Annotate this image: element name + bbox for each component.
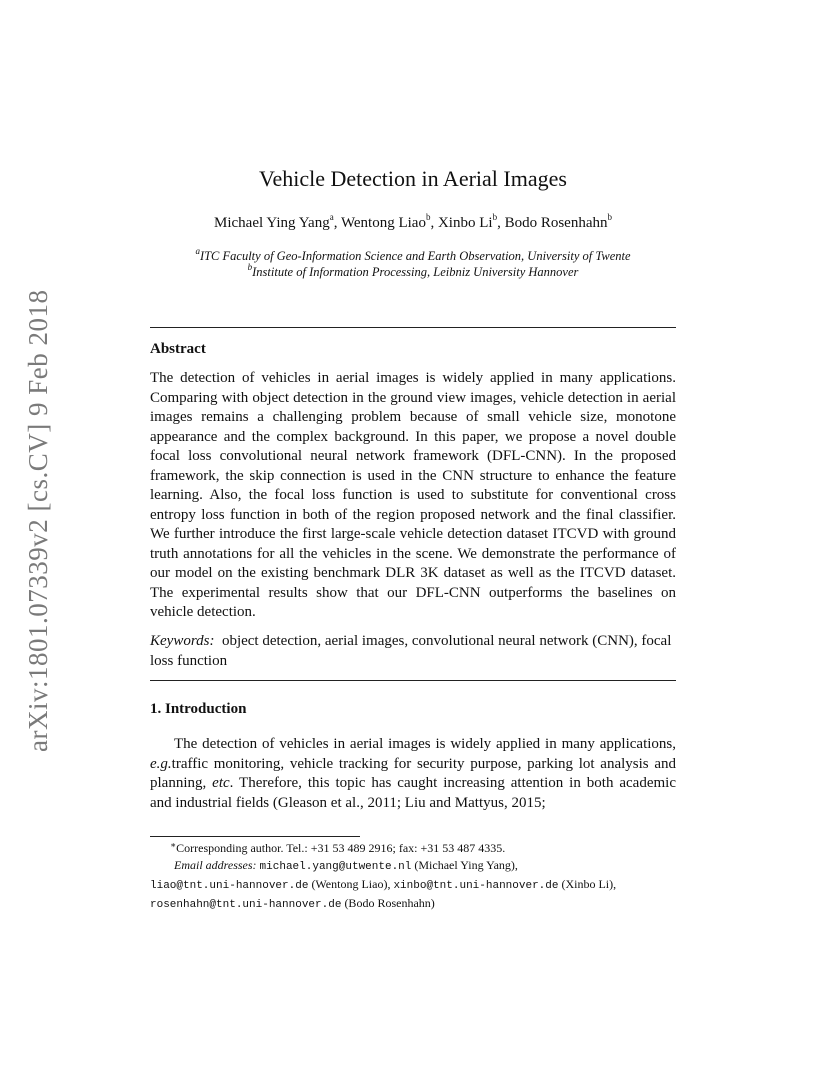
intro-eg: e.g. (150, 755, 172, 772)
author-affil-mark: b (492, 212, 498, 222)
author-affil-mark: a (329, 212, 334, 222)
arxiv-identifier: arXiv:1801.07339v2 [cs.CV] 9 Feb 2018 (23, 289, 53, 752)
email-label: Email addresses: (174, 858, 257, 872)
abstract-text: The detection of vehicles in aerial images is widely applied in many applications. Comparing with object detection in the ground view images, vehicle detection in aerial images remains a challenging problem because of small vehicle size, monotone appearance and the complex background. In this paper, we propose a novel double focal loss convolutional neural network framework (DFL-CNN). In the proposed framework, the skip connection is used in the CNN structure to enhance the feature learning. Also, the focal loss function is used to substitute for conventional cross entropy loss function in both of the region proposed network and the final classifier. We further introduce the first large-scale vehicle detection dataset ITCVD with ground truth annotations for all the vehicles in the scene. We demonstrate the performance of our model on the existing benchmark DLR 3K dataset as well as the ITCVD dataset. The experimental results show that our DFL-CNN outperforms the baselines on vehicle detection. (150, 370, 676, 620)
author-separator: , (430, 215, 438, 231)
keywords (150, 632, 676, 671)
intro-paragraph (150, 735, 676, 813)
email-link[interactable]: liao@tnt.uni-hannover.de (150, 880, 309, 892)
abstract-top-rule (150, 327, 676, 328)
email-link[interactable]: michael.yang@utwente.nl (259, 861, 412, 873)
email-link[interactable]: xinbo@tnt.uni-hannover.de (393, 880, 559, 892)
affiliation-text: ITC Faculty of Geo-Information Science and Earth Observation, University of Twente (199, 249, 631, 263)
affiliation-mark: b (247, 262, 253, 272)
affiliation-mark: a (195, 246, 200, 256)
author-separator: , (497, 215, 505, 231)
email-owner: (Wentong Liao), (308, 877, 394, 891)
intro-text-3: . Therefore, this topic has caught increasing attention in both academic and industrial fields (Gleason et al., 2011; Liu and Mattyus, 2015; (150, 775, 676, 811)
footnote-mark: ∗ (170, 840, 177, 850)
footnote-emails-line (150, 895, 676, 914)
affiliation-text: Institute of Information Processing, Leibniz University Hannover (252, 265, 579, 279)
author-list (150, 212, 676, 232)
footnote-corresponding (150, 840, 676, 857)
author-affil-mark: b (425, 212, 431, 222)
author-affil-mark: b (607, 212, 612, 222)
author-name: Bodo Rosenhahn (504, 215, 608, 231)
footnote-corresponding-text: Corresponding author. Tel.: +31 53 489 2916; fax: +31 53 487 4335. (176, 841, 506, 855)
section-heading: 1. Introduction (150, 701, 247, 717)
email-link[interactable]: rosenhahn@tnt.uni-hannover.de (150, 899, 342, 911)
email-owner: (Bodo Rosenhahn) (341, 896, 435, 910)
author-name: Xinbo Li (437, 215, 493, 231)
footnotes (150, 840, 676, 914)
footnote-emails-line (150, 857, 676, 876)
affiliation-b (150, 262, 676, 280)
intro-etc: etc (212, 775, 230, 791)
affiliation-a (150, 246, 676, 264)
abstract-heading: Abstract (150, 341, 206, 357)
footnote-emails-line (150, 876, 676, 895)
email-owner: (Xinbo Li), (558, 877, 617, 891)
keywords-text: object detection, aerial images, convolutional neural network (CNN), focal loss function (150, 633, 672, 669)
author-name: Michael Ying Yang (214, 215, 330, 231)
abstract-bottom-rule (150, 680, 676, 681)
email-owner: (Michael Ying Yang), (411, 858, 518, 872)
keywords-label: Keywords: (150, 633, 215, 649)
author-name: Wentong Liao (340, 215, 426, 231)
footnote-rule (150, 836, 360, 837)
intro-text-1: The detection of vehicles in aerial images is widely applied in many applications, (174, 736, 676, 752)
intro-text-2: traffic monitoring, vehicle tracking for security purpose, parking lot analysis and planning, (150, 755, 676, 791)
author-separator: , (333, 215, 341, 231)
paper-title: Vehicle Detection in Aerial Images (259, 166, 567, 191)
